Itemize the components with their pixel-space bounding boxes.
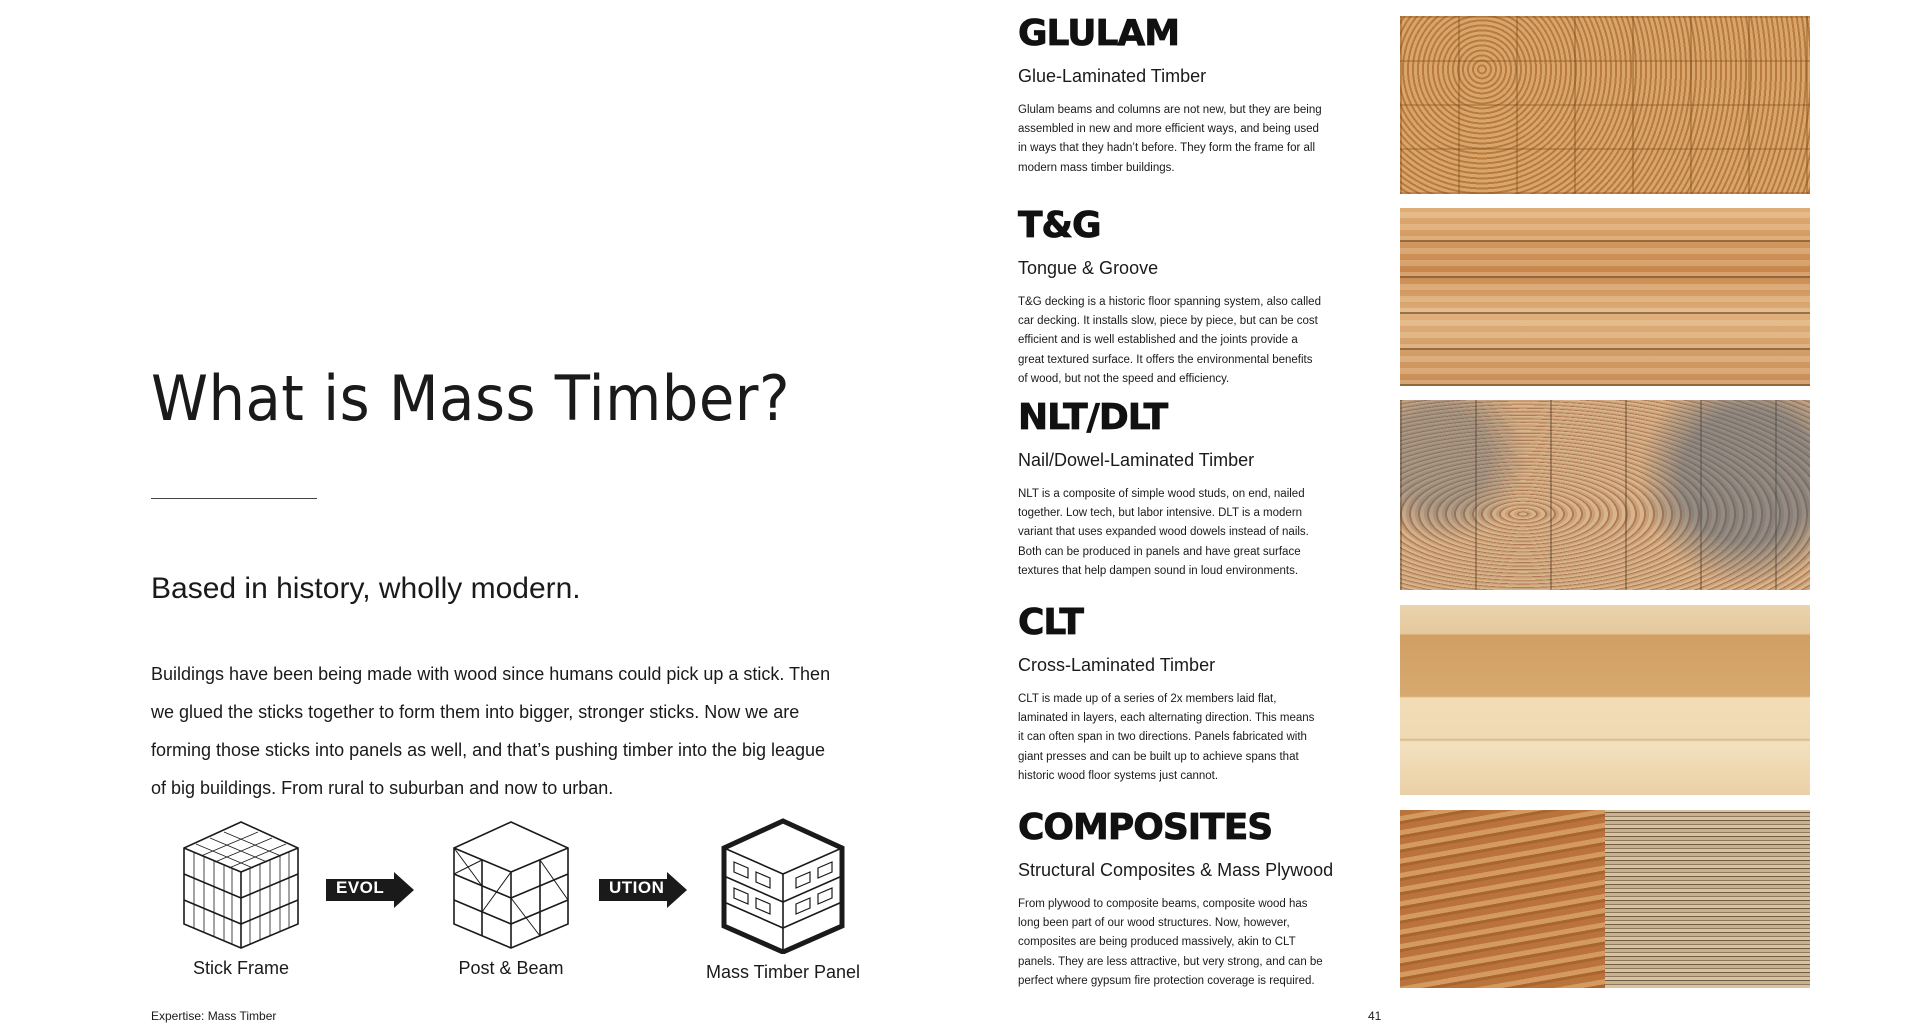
- section-clt: [1018, 603, 1358, 786]
- body-line: NLT is a composite of simple wood studs, on end, nailed: [1018, 488, 1305, 500]
- section-subheading: Nail/Dowel-Laminated Timber: [1018, 450, 1255, 470]
- section-subheading: Cross-Laminated Timber: [1018, 655, 1216, 675]
- arrow-label: UTION: [609, 878, 665, 897]
- section-subheading: Structural Composites & Mass Plywood: [1018, 860, 1334, 880]
- stage-label: Mass Timber Panel: [705, 962, 861, 982]
- section-heading: COMPOSITES: [1018, 807, 1273, 848]
- section-heading: GLULAM: [1018, 13, 1180, 54]
- section-tongue-and-groove: [1018, 206, 1358, 389]
- tongue-and-groove-texture-image: [1400, 208, 1810, 386]
- section-subheading: Glue-Laminated Timber: [1018, 66, 1207, 86]
- body-line: laminated in layers, each alternating direction. This means: [1018, 712, 1315, 725]
- body-line: Glulam beams and columns are not new, but they are being: [1018, 104, 1322, 116]
- page-subtitle: Based in history, wholly modern.: [151, 572, 581, 605]
- body-line: great textured surface. It offers the environmental benefits: [1018, 353, 1313, 366]
- evolution-arrow-2: [599, 872, 689, 913]
- body-line: together. Low tech, but labor intensive. DLT is a modern: [1018, 507, 1303, 520]
- composite-beam-texture: [1400, 810, 1605, 988]
- body-line: historic wood floor systems just cannot.: [1018, 769, 1219, 782]
- body-line: textures that help dampen sound in loud environments.: [1018, 564, 1299, 577]
- section-heading: CLT: [1018, 602, 1083, 643]
- body-line: T&G decking is a historic floor spanning system, also called: [1018, 296, 1321, 308]
- mass-timber-panel-illustration: [718, 818, 848, 954]
- section-composites: [1018, 808, 1358, 991]
- title-divider: [151, 498, 317, 499]
- glulam-texture-image: [1400, 16, 1810, 194]
- intro-line: we glued the sticks together to form them into bigger, stronger sticks. Now we are: [151, 702, 800, 722]
- stick-frame-illustration: [176, 818, 306, 950]
- page-title: What is Mass Timber?: [151, 362, 791, 435]
- post-and-beam-illustration: [446, 818, 576, 950]
- body-line: composites are being produced massively, akin to CLT: [1018, 936, 1296, 949]
- page-footer: Expertise: Mass Timber: [151, 1009, 277, 1023]
- stage-stick-frame: [151, 818, 331, 979]
- texture-tint-overlay: [1400, 400, 1810, 590]
- evolution-diagram: [151, 818, 871, 998]
- intro-line: forming those sticks into panels as well, and that’s pushing timber into the big league: [151, 740, 826, 760]
- body-line: Both can be produced in panels and have great surface: [1018, 545, 1301, 558]
- body-line: perfect where gypsum fire protection coverage is required.: [1018, 974, 1315, 987]
- body-line: assembled in new and more efficient ways, and being used: [1018, 123, 1319, 136]
- body-line: car decking. It installs slow, piece by piece, but can be cost: [1018, 315, 1318, 328]
- body-line: From plywood to composite beams, composite wood has: [1018, 898, 1308, 910]
- section-heading: NLT/DLT: [1018, 397, 1168, 438]
- body-line: giant presses and can be built up to achieve spans that: [1018, 750, 1299, 763]
- body-line: efficient and is well established and the joints provide a: [1018, 334, 1298, 347]
- evolution-arrow-1: [326, 872, 416, 913]
- stage-label: Post & Beam: [458, 958, 564, 978]
- intro-line: of big buildings. From rural to suburban and now to urban.: [151, 778, 614, 798]
- section-body: [1018, 895, 1358, 991]
- stage-mass-timber-panel: [693, 818, 873, 983]
- composites-texture-image: [1400, 810, 1810, 988]
- body-line: CLT is made up of a series of 2x members laid flat,: [1018, 693, 1277, 705]
- section-nlt-dlt: [1018, 398, 1358, 581]
- body-line: modern mass timber buildings.: [1018, 161, 1175, 174]
- section-heading: T&G: [1018, 205, 1101, 246]
- body-line: it can often span in two directions. Panels fabricated with: [1018, 731, 1307, 744]
- section-subheading: Tongue & Groove: [1018, 258, 1159, 278]
- section-body: [1018, 101, 1358, 178]
- section-body: [1018, 485, 1358, 581]
- section-body: [1018, 690, 1358, 786]
- body-line: of wood, but not the speed and efficiency.: [1018, 372, 1230, 385]
- intro-line: Buildings have been being made with wood since humans could pick up a stick. Then: [151, 664, 831, 684]
- body-line: panels. They are less attractive, but very strong, and can be: [1018, 955, 1323, 968]
- stage-label: Stick Frame: [192, 958, 289, 978]
- intro-paragraph: [151, 655, 871, 807]
- section-body: [1018, 293, 1358, 389]
- section-glulam: [1018, 14, 1358, 178]
- page-number: 41: [1368, 1009, 1382, 1023]
- body-line: in ways that they hadn’t before. They form the frame for all: [1018, 142, 1316, 155]
- stage-post-and-beam: [421, 818, 601, 979]
- arrow-label: EVOL: [336, 878, 385, 897]
- clt-texture-image: [1400, 605, 1810, 795]
- body-line: long been part of our wood structures. Now, however,: [1018, 917, 1290, 930]
- nlt-dlt-texture-image: [1400, 400, 1810, 590]
- mass-plywood-texture: [1605, 810, 1810, 988]
- body-line: variant that uses expanded wood dowels instead of nails.: [1018, 526, 1309, 539]
